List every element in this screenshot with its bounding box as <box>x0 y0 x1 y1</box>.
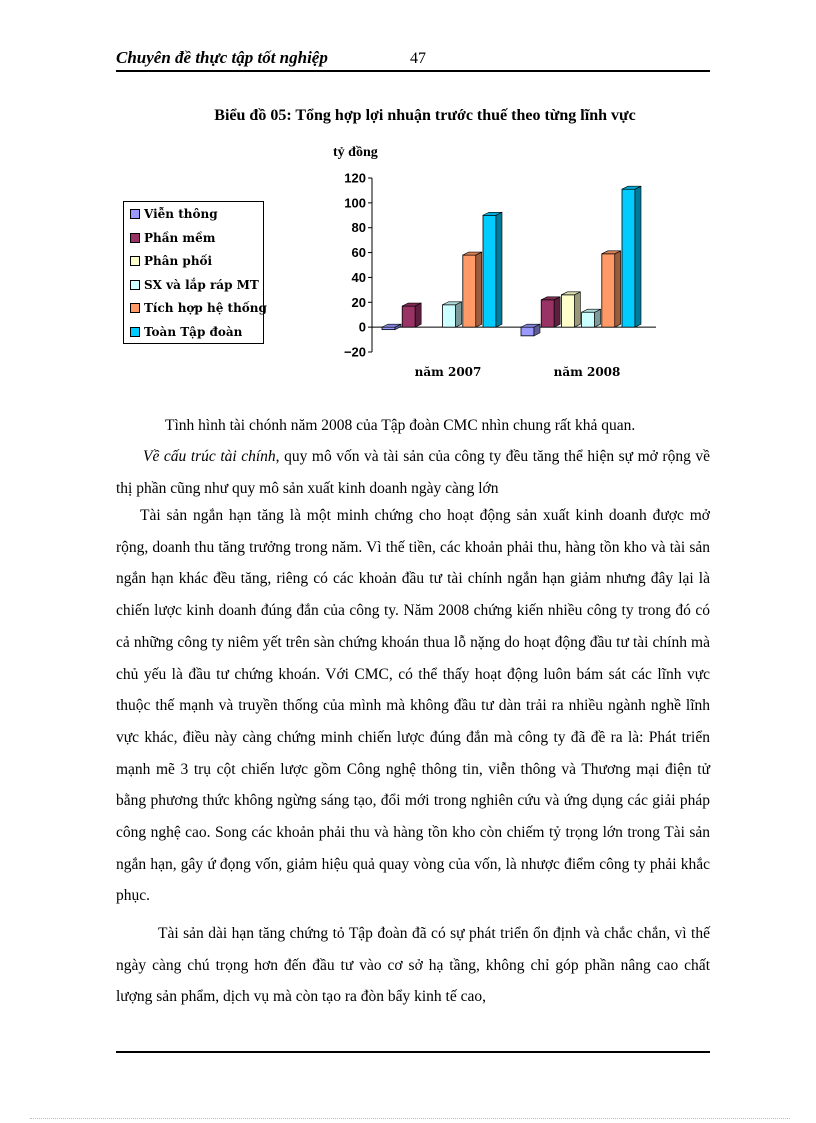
bar-side <box>574 292 580 327</box>
bar <box>443 305 456 327</box>
y-tick-label: 100 <box>344 195 366 211</box>
legend-item <box>130 278 259 298</box>
bar-side <box>615 251 621 327</box>
legend-label: Toàn Tập đoàn <box>144 324 243 339</box>
legend-swatch <box>130 233 140 243</box>
x-category-label: năm 2008 <box>553 365 621 379</box>
bar-side <box>476 252 482 327</box>
bar <box>463 255 476 327</box>
legend-swatch <box>130 256 140 266</box>
paragraph-3: Tài sản ngắn hạn tăng là một minh chứng cho hoạt động sản xuất kinh doanh được mở rộng, doanh thu tăng trưởng trong năm. Vì thế tiền, các khoản phải thu, hàng tồn kho và tài sản ngắn hạn khác đều tăng, riêng có các khoản đầu tư tài chính ngắn hạn giảm nhưng đây lại là chiến lược kinh doanh đúng đắn của công ty. Năm 2008 chứng kiến nhiều công ty trong đó có cả những công ty niêm yết trên sàn chứng khoán thua lỗ nặng do hoạt động đầu tư tài chính mà chủ yếu là đầu tư chứng khoán. Với CMC, có thể thấy hoạt động luôn bám sát các lĩnh vực thuộc thế mạnh và truyền thống của mình mà không đầu tư dàn trải ra nhiều ngành nghề lĩnh vực khác, điều này càng chứng minh chiến lược đúng đắn mà công ty đã đề ra là: Phát triển mạnh mẽ 3 trụ cột chiến lược gồm Công nghệ thông tin, viễn thông và Thương mại điện tử bằng phương thức không ngừng sáng tạo, đổi mới trong nghiên cứu và ứng dụng các giải pháp công nghệ cao. Song các khoản phải thu và hàng tồn kho còn chiếm tỷ trọng lớn trong Tài sản ngắn hạn, gây ứ đọng vốn, giảm hiệu quả quay vòng của vốn, là nhược điểm công ty phải khắc phục. <box>116 507 710 905</box>
paragraph-4: Tài sản dài hạn tăng chứng tỏ Tập đoàn đã có sự phát triển ổn định và chắc chắn, vì thế ngày càng chú trọng hơn đến đầu tư vào cơ sở hạ tầng, không chỉ góp phần nâng cao chất lượng sản phẩm, dịch vụ mà còn tạo ra đòn bẩy kinh tế cao, <box>116 925 710 1006</box>
header-title: Chuyên đề thực tập tốt nghiệp <box>116 48 328 67</box>
legend-swatch <box>130 280 140 290</box>
bar <box>602 254 615 327</box>
paragraph-2 <box>116 441 710 504</box>
legend-swatch <box>130 327 140 337</box>
bar <box>582 312 595 327</box>
chart-legend <box>123 201 267 344</box>
bar <box>561 295 574 327</box>
legend-item <box>130 207 218 227</box>
bar-side <box>496 212 502 327</box>
bar-side <box>456 302 462 327</box>
page-edge-dots <box>30 1118 790 1119</box>
y-tick-label: −20 <box>343 344 366 360</box>
paragraph-1: Tình hình tài chónh năm 2008 của Tập đoàn CMC nhìn chung rất khả quan. <box>165 417 636 434</box>
bar-side <box>635 186 641 327</box>
page-header <box>116 46 710 72</box>
bar <box>622 189 635 327</box>
page-number: 47 <box>410 50 426 67</box>
bar-side <box>554 297 560 327</box>
legend-label: Phần mềm <box>144 230 216 245</box>
legend-label: Viễn thông <box>144 207 218 221</box>
bar <box>382 327 395 329</box>
x-category-label: năm 2007 <box>414 365 482 379</box>
legend-swatch <box>130 303 140 313</box>
y-tick-label: 20 <box>351 294 366 310</box>
bar <box>483 215 496 327</box>
legend-item <box>130 254 212 274</box>
y-tick-label: 0 <box>358 319 366 335</box>
legend-item <box>130 301 267 321</box>
y-tick-label: 120 <box>344 170 366 186</box>
chart-title: Biểu đồ 05: Tổng hợp lợi nhuận trước thuế theo từng lĩnh vực <box>214 107 636 124</box>
legend-label: SX và lắp ráp MT <box>144 277 259 292</box>
paragraph-2-emphasis: Về cấu trúc tài chính <box>143 448 276 465</box>
legend-item <box>130 231 215 251</box>
legend-label: Tích hợp hệ thống <box>144 301 267 315</box>
y-axis-unit-label: tỷ đồng <box>333 145 378 160</box>
legend-label: Phân phối <box>144 254 213 268</box>
bar <box>521 327 534 336</box>
footer-rule <box>116 1051 710 1053</box>
paragraph-2-text: , quy mô vốn và tài sản của công ty đều tăng thể hiện sự mở rộng về thị phần cũng như quy mô sản xuất kinh doanh ngày càng lớn <box>116 448 710 497</box>
bar-chart <box>330 170 670 385</box>
bar-side <box>415 303 421 327</box>
bar <box>541 300 554 327</box>
y-tick-label: 80 <box>351 220 366 236</box>
legend-swatch <box>130 209 140 219</box>
y-tick-label: 40 <box>351 269 366 285</box>
y-tick-label: 60 <box>351 245 366 261</box>
legend-item <box>130 325 242 345</box>
bar <box>402 306 415 327</box>
header-rule <box>116 70 710 72</box>
